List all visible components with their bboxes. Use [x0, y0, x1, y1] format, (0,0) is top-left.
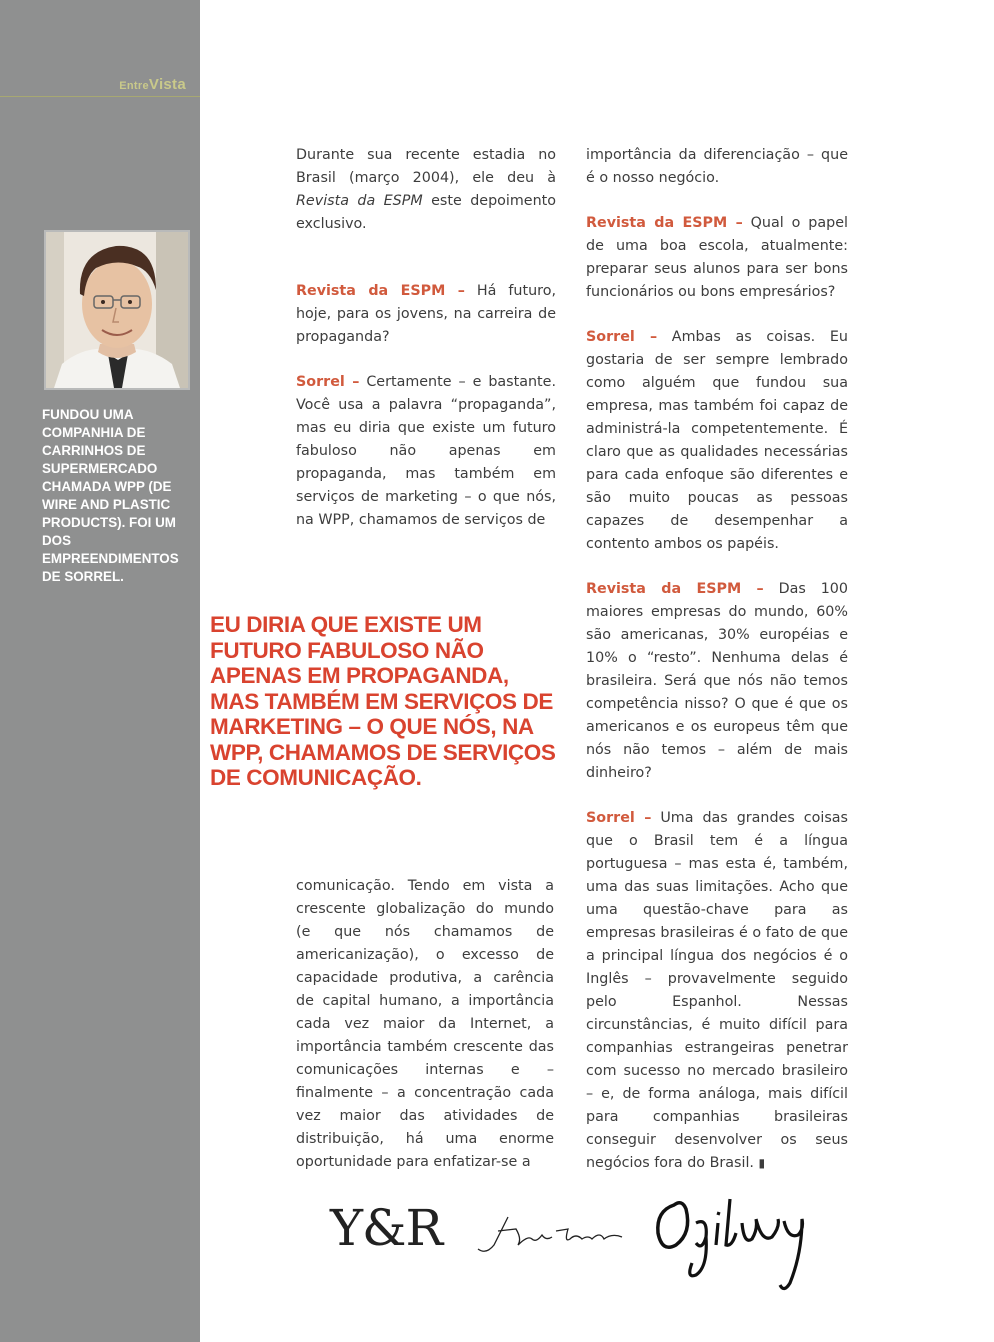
intro-text-b: este depoimento exclusivo. — [296, 193, 556, 232]
question-2-text: Qual o papel de uma boa escola, atualmente: preparar seus alunos para ser bons funcionários ou bons empresários? — [586, 215, 848, 300]
question-1 — [296, 280, 556, 349]
answer-1 — [296, 371, 556, 532]
sidebar-band — [0, 0, 200, 1342]
pull-quote: EU DIRIA QUE EXISTE UM FUTURO FABULOSO NÃO APENAS EM PROPAGANDA, MAS TAMBÉM EM SERVIÇOS DE MARKETING – O QUE NÓS, NA WPP, CHAMAMOS DE SERVIÇOS DE COMUNICAÇÃO. — [210, 612, 556, 790]
intro-paragraph — [296, 144, 556, 236]
answer-1-end: importância da diferenciação – que é o nosso negócio. — [586, 147, 848, 186]
question-2 — [586, 212, 848, 304]
answer-3 — [586, 807, 848, 1175]
intro-italic: Revista da ESPM — [296, 193, 423, 209]
answer-1-label: Sorrel – — [296, 374, 360, 390]
sidebar-caption: FUNDOU UMA COMPANHIA DE CARRINHOS DE SUPERMERCADO CHAMADA WPP (DE WIRE AND PLASTIC PRODUCTS). FOI UM DOS EMPREENDIMENTOS DE SORREL. — [42, 407, 179, 584]
answer-2-label: Sorrel – — [586, 329, 658, 345]
question-1-label: Revista da ESPM – — [296, 283, 465, 299]
section-label-part1: Entre — [119, 80, 149, 92]
intro-text-a: Durante sua recente estadia no Brasil (março 2004), ele deu à — [296, 147, 556, 186]
section-label — [0, 76, 186, 93]
question-3-text: Das 100 maiores empresas do mundo, 60% são americanas, 30% européias e 10% o “resto”. Nenhuma delas é brasileira. Será que nós não temos competência nisso? O que é que os americanos e os europeus têm que nós não temos – além de mais dinheiro? — [586, 581, 848, 781]
answer-2-text: Ambas as coisas. Eu gostaria de ser sempre lembrado como alguém que fundou sua empresa, mas também foi capaz de administrá-la competentemente. É claro que as qualidades necessárias para cada enfoque são diferentes e são muito poucas as pessoas capazes de desempenhar a contento ambos os papéis. — [586, 329, 848, 552]
question-2-label: Revista da ESPM – — [586, 215, 743, 231]
jwt-signature-logo — [472, 1209, 632, 1257]
ogilvy-signature-logo — [652, 1193, 812, 1297]
column-2 — [586, 144, 848, 1197]
question-3 — [586, 578, 848, 785]
end-mark-icon: ▮ — [758, 1156, 766, 1170]
answer-2 — [586, 326, 848, 556]
yr-logo: Y&R — [330, 1199, 443, 1257]
answer-1-text: Certamente – e bastante. Você usa a palavra “propaganda”, mas eu diria que existe um futuro fabuloso não apenas em propaganda, mas também em serviços de marketing – o que nós, na WPP, chamamos de serviços de — [296, 374, 556, 528]
answer-3-label: Sorrel – — [586, 810, 652, 826]
answer-3-text: Uma das grandes coisas que o Brasil tem é a língua portuguesa – mas esta é, também, uma das suas limitações. Acho que uma questão-chave para as empresas brasileiras é o fato de que a principal língua dos negócios é o Inglês – provavelmente seguido pelo Espanhol. Nessas circunstâncias, é muito difícil para companhias estrangeiras penetrar com sucesso no mercado brasileiro – e, de forma análoga, mais difícil para companhias brasileiras conseguir desenvolver os seus negócios fora do Brasil. — [586, 810, 848, 1171]
section-rule — [0, 96, 200, 97]
agency-logos — [330, 1195, 850, 1305]
answer-1-continued: comunicação. Tendo em vista a crescente globalização do mundo (e que nós chamamos de americanização), o excesso de capacidade produtiva, a carência de capital humano, a importância cada vez maior da Internet, a importância também crescente das comunicações internas e – finalmente – a concentração cada vez maior das atividades de distribuição, há uma enorme oportunidade para enfatizar-se a — [296, 878, 554, 1170]
section-label-part2: Vista — [148, 76, 186, 93]
portrait-illustration — [46, 232, 188, 388]
column-1-top — [296, 144, 556, 554]
column-1-bottom — [296, 875, 554, 1196]
question-1-text: Há futuro, hoje, para os jovens, na carreira de propaganda? — [296, 283, 557, 345]
question-3-label: Revista da ESPM – — [586, 581, 764, 597]
author-photo — [44, 230, 190, 390]
